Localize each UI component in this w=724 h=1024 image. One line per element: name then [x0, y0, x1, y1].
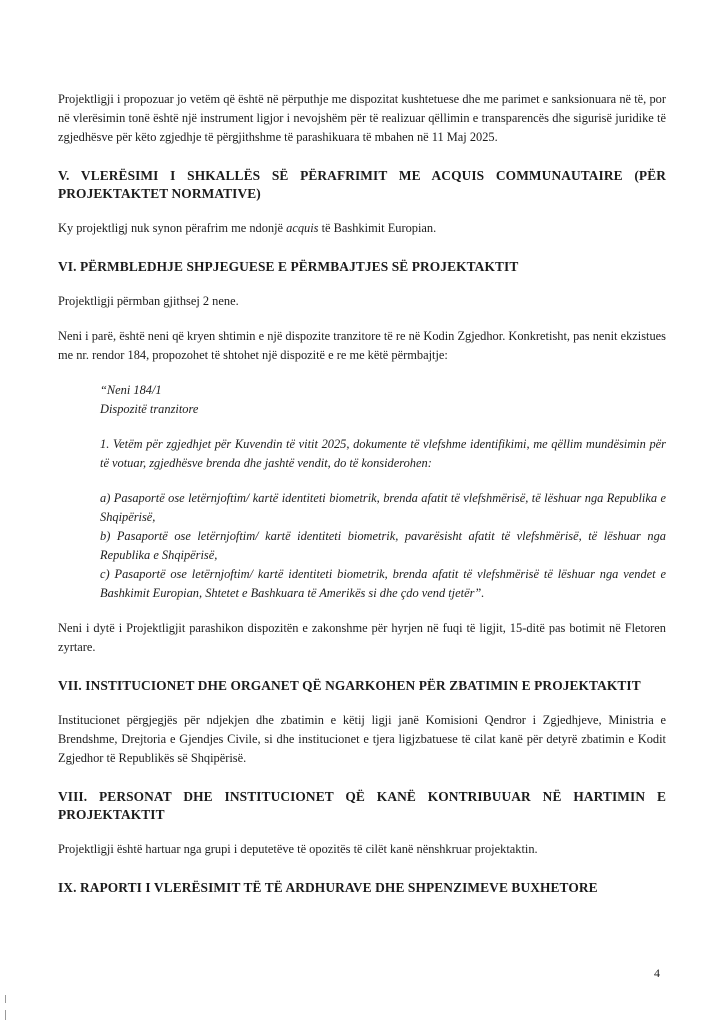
- scan-edge-mark: [5, 995, 6, 1003]
- acquis-italic: acquis: [286, 221, 319, 235]
- section-vi-paragraph-1: Projektligji përmban gjithsej 2 nene.: [58, 294, 239, 308]
- section-vii-heading: VII. INSTITUCIONET DHE ORGANET QË NGARKOHEN PËR ZBATIMIN E PROJEKTAKTIT: [58, 678, 641, 693]
- section-ix-heading: IX. RAPORTI I VLERËSIMIT TË TË ARDHURAVE DHE SHPENZIMEVE BUXHETORE: [58, 880, 598, 895]
- quote-point-1: 1. Vetëm për zgjedhjet për Kuvendin të vitit 2025, dokumente të vlefshme identifikimi, me qëllim mundësimin për të votuar, zgjedhësve brenda dhe jashtë vendit, do të konsiderohen:: [100, 437, 666, 470]
- section-vii-paragraph: Institucionet përgjegjës për ndjekjen dhe zbatimin e këtij ligji janë Komisioni Qendror i Zgjedhjeve, Ministria e Brendshme, Drejtoria e Gjendjes Civile, si dhe institucionet e tjera ligjzbatuese të cilat kanë për detyrë zbatimin e Kodit Zgjedhor të Republikës së Shqipërisë.: [58, 713, 666, 765]
- quote-article-subtitle: Dispozitë tranzitore: [100, 402, 199, 416]
- document-body: [58, 90, 666, 897]
- section-viii-paragraph: Projektligji është hartuar nga grupi i deputetëve të opozitës të cilët kanë nënshkruar projektaktin.: [58, 842, 538, 856]
- section-viii-heading: VIII. PERSONAT DHE INSTITUCIONET QË KANË KONTRIBUUAR NË HARTIMIN E PROJEKTAKTIT: [58, 789, 666, 822]
- quote-item-b: b) Pasaportë ose letërnjoftim/ kartë identiteti biometrik, pavarësisht afatit të vlefshmërisë, të lëshuar nga Republika e Shqipërisë,: [100, 529, 666, 562]
- section-vi-paragraph-2: Neni i parë, është neni që kryen shtimin e një dispozite tranzitore të re në Kodin Zgjedhor. Konkretisht, pas nenit ekzistues me nr. rendor 184, propozohet të shtohet një dispozitë e re me këtë përmbajtje:: [58, 329, 666, 362]
- section-vi-heading: VI. PËRMBLEDHJE SHPJEGUESE E PËRMBAJTJES SË PROJEKTAKTIT: [58, 259, 519, 274]
- section-vi-paragraph-3: Neni i dytë i Projektligjit parashikon dispozitën e zakonshme për hyrjen në fuqi të ligjit, 15-ditë pas botimit në Fletoren zyrtare.: [58, 621, 666, 654]
- quote-item-c: c) Pasaportë ose letërnjoftim/ kartë identiteti biometrik, brenda afatit të vlefshmërisë të lëshuar nga vendet e Bashkimit Europian, Shtetet e Bashkuara të Amerikës si dhe çdo vend tjetër”.: [100, 567, 666, 600]
- scan-edge-mark: [5, 1010, 6, 1020]
- section-v-paragraph: Ky projektligj nuk synon përafrim me ndonjë acquis të Bashkimit Europian.: [58, 221, 437, 235]
- quote-article-title: “Neni 184/1: [100, 383, 162, 397]
- section-v-heading: V. VLERËSIMI I SHKALLËS SË PËRAFRIMIT ME ACQUIS COMMUNAUTAIRE (PËR PROJEKTAKTET NORMATIVE): [58, 168, 666, 201]
- page-number: 4: [654, 966, 660, 980]
- intro-paragraph: Projektligji i propozuar jo vetëm që është në përputhje me dispozitat kushtetuese dhe me parimet e sanksionuara në të, por në vlerësimin tonë është një instrument ligjor i nevojshëm për të realizuar qëllimin e transparencës dhe sigurisë juridike të zgjedhësve për këto zgjedhje të përgjithshme të parashikuara të mbahen në 11 Maj 2025.: [58, 92, 666, 144]
- quote-item-a: a) Pasaportë ose letërnjoftim/ kartë identiteti biometrik, brenda afatit të vlefshmërisë, të lëshuar nga Republika e Shqipërisë,: [100, 491, 666, 524]
- quoted-article: [100, 381, 666, 603]
